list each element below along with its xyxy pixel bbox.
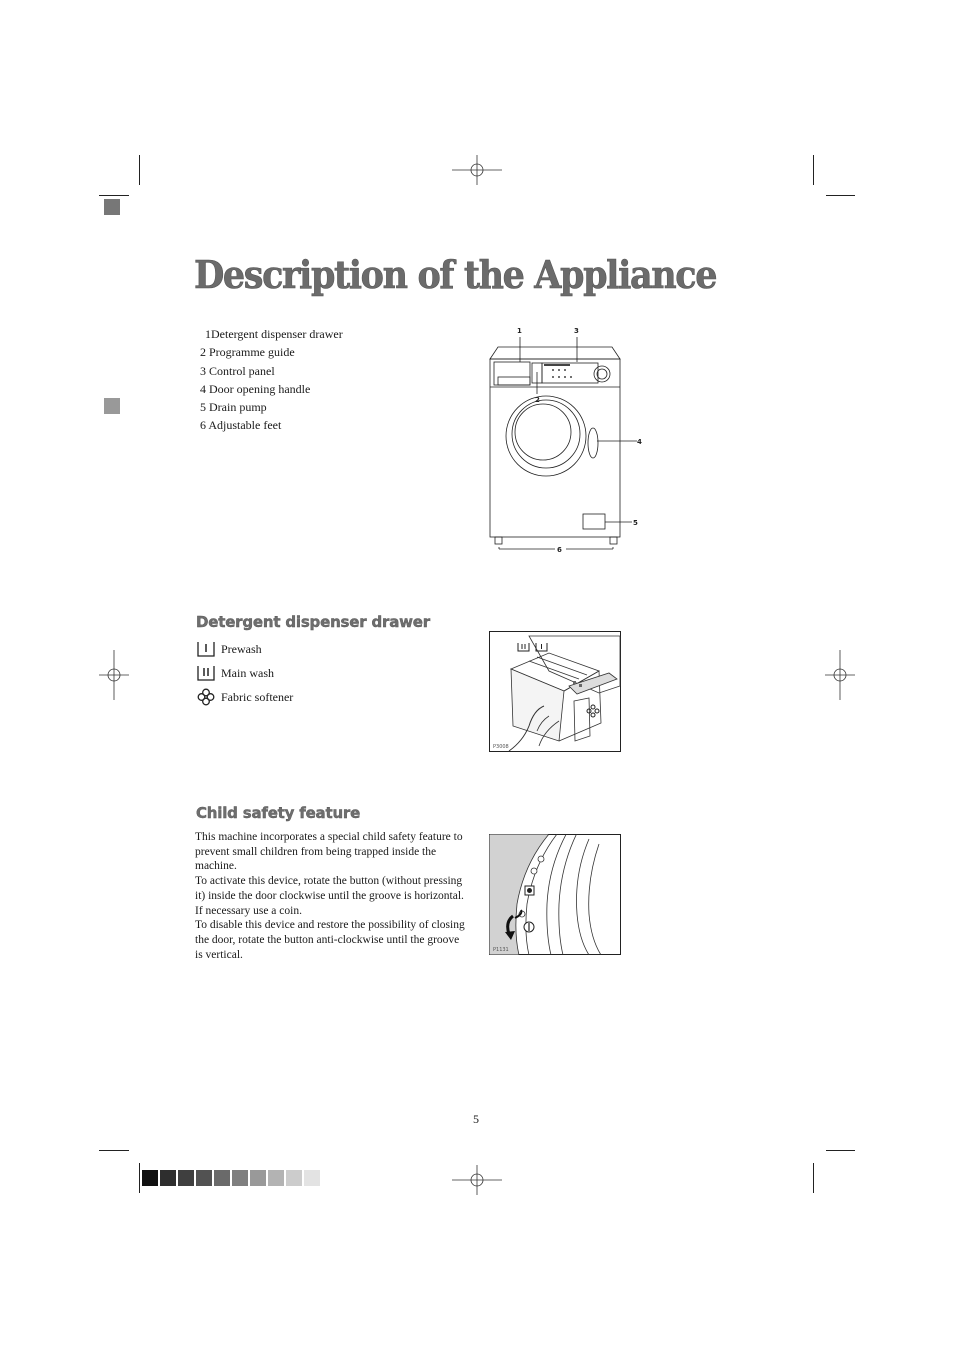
list-item: Prewash — [197, 639, 262, 659]
crop-mark — [826, 1150, 855, 1151]
registration-mark — [452, 1165, 502, 1195]
main-wash-icon — [197, 665, 215, 681]
registration-mark — [99, 650, 129, 700]
color-swatch — [142, 1170, 158, 1186]
callout-6: 6 — [557, 546, 562, 554]
color-swatch — [286, 1170, 302, 1186]
callout-4: 4 — [637, 438, 642, 446]
section-heading-child-safety: Child safety feature — [196, 804, 361, 822]
callout-1: 1 — [517, 327, 522, 335]
crop-mark — [99, 1150, 129, 1151]
figure-code: P3008 — [493, 744, 509, 750]
list-item: 5 Drain pump — [200, 400, 267, 415]
callout-5: 5 — [633, 519, 638, 527]
parts-list — [200, 326, 343, 436]
list-item: 6 Adjustable feet — [200, 418, 282, 433]
crop-mark — [139, 155, 140, 185]
paragraph: To disable this device and restore the possibility of closing the door, rotate the button anti-clockwise until the groove is vertical. — [195, 919, 465, 961]
color-swatch — [268, 1170, 284, 1186]
color-swatch — [304, 1170, 320, 1186]
list-item: 2 Programme guide — [200, 345, 295, 360]
color-swatch — [196, 1170, 212, 1186]
child-safety-description — [195, 830, 465, 962]
prewash-icon — [197, 641, 215, 657]
section-marker — [104, 199, 120, 215]
registration-mark — [825, 650, 855, 700]
child-safety-illustration — [489, 834, 621, 955]
paragraph: To activate this device, rotate the button (without pressing it) inside the door clockwise until the groove is horizontal. If necessary use a coin. — [195, 875, 464, 917]
crop-mark — [826, 195, 855, 196]
page-title: Description of the Appliance — [194, 252, 717, 297]
fabric-softener-icon — [197, 688, 215, 706]
section-marker — [104, 398, 120, 414]
list-item: 3 Control panel — [200, 363, 275, 378]
figure-code: P1131 — [493, 947, 509, 953]
registration-mark — [452, 155, 502, 185]
crop-mark — [813, 1163, 814, 1193]
callout-2: 2 — [535, 396, 540, 404]
callout-3: 3 — [574, 327, 579, 335]
color-swatch — [232, 1170, 248, 1186]
crop-mark — [139, 1163, 140, 1193]
list-item: 4 Door opening handle — [200, 381, 311, 396]
list-item: 1Detergent dispenser drawer — [205, 327, 343, 341]
color-swatch — [250, 1170, 266, 1186]
page-number: 5 — [473, 1112, 479, 1126]
paragraph: This machine incorporates a special child safety feature to prevent small children from being trapped inside the machine. — [195, 831, 463, 873]
crop-mark — [813, 155, 814, 185]
color-swatch — [160, 1170, 176, 1186]
appliance-diagram — [480, 322, 650, 557]
color-swatch — [214, 1170, 230, 1186]
crop-mark — [99, 195, 129, 196]
list-item: Fabric softener — [197, 687, 293, 707]
color-swatch — [178, 1170, 194, 1186]
list-item: Main wash — [197, 663, 274, 683]
detergent-drawer-illustration — [489, 631, 621, 752]
section-heading-detergent: Detergent dispenser drawer — [196, 613, 430, 631]
